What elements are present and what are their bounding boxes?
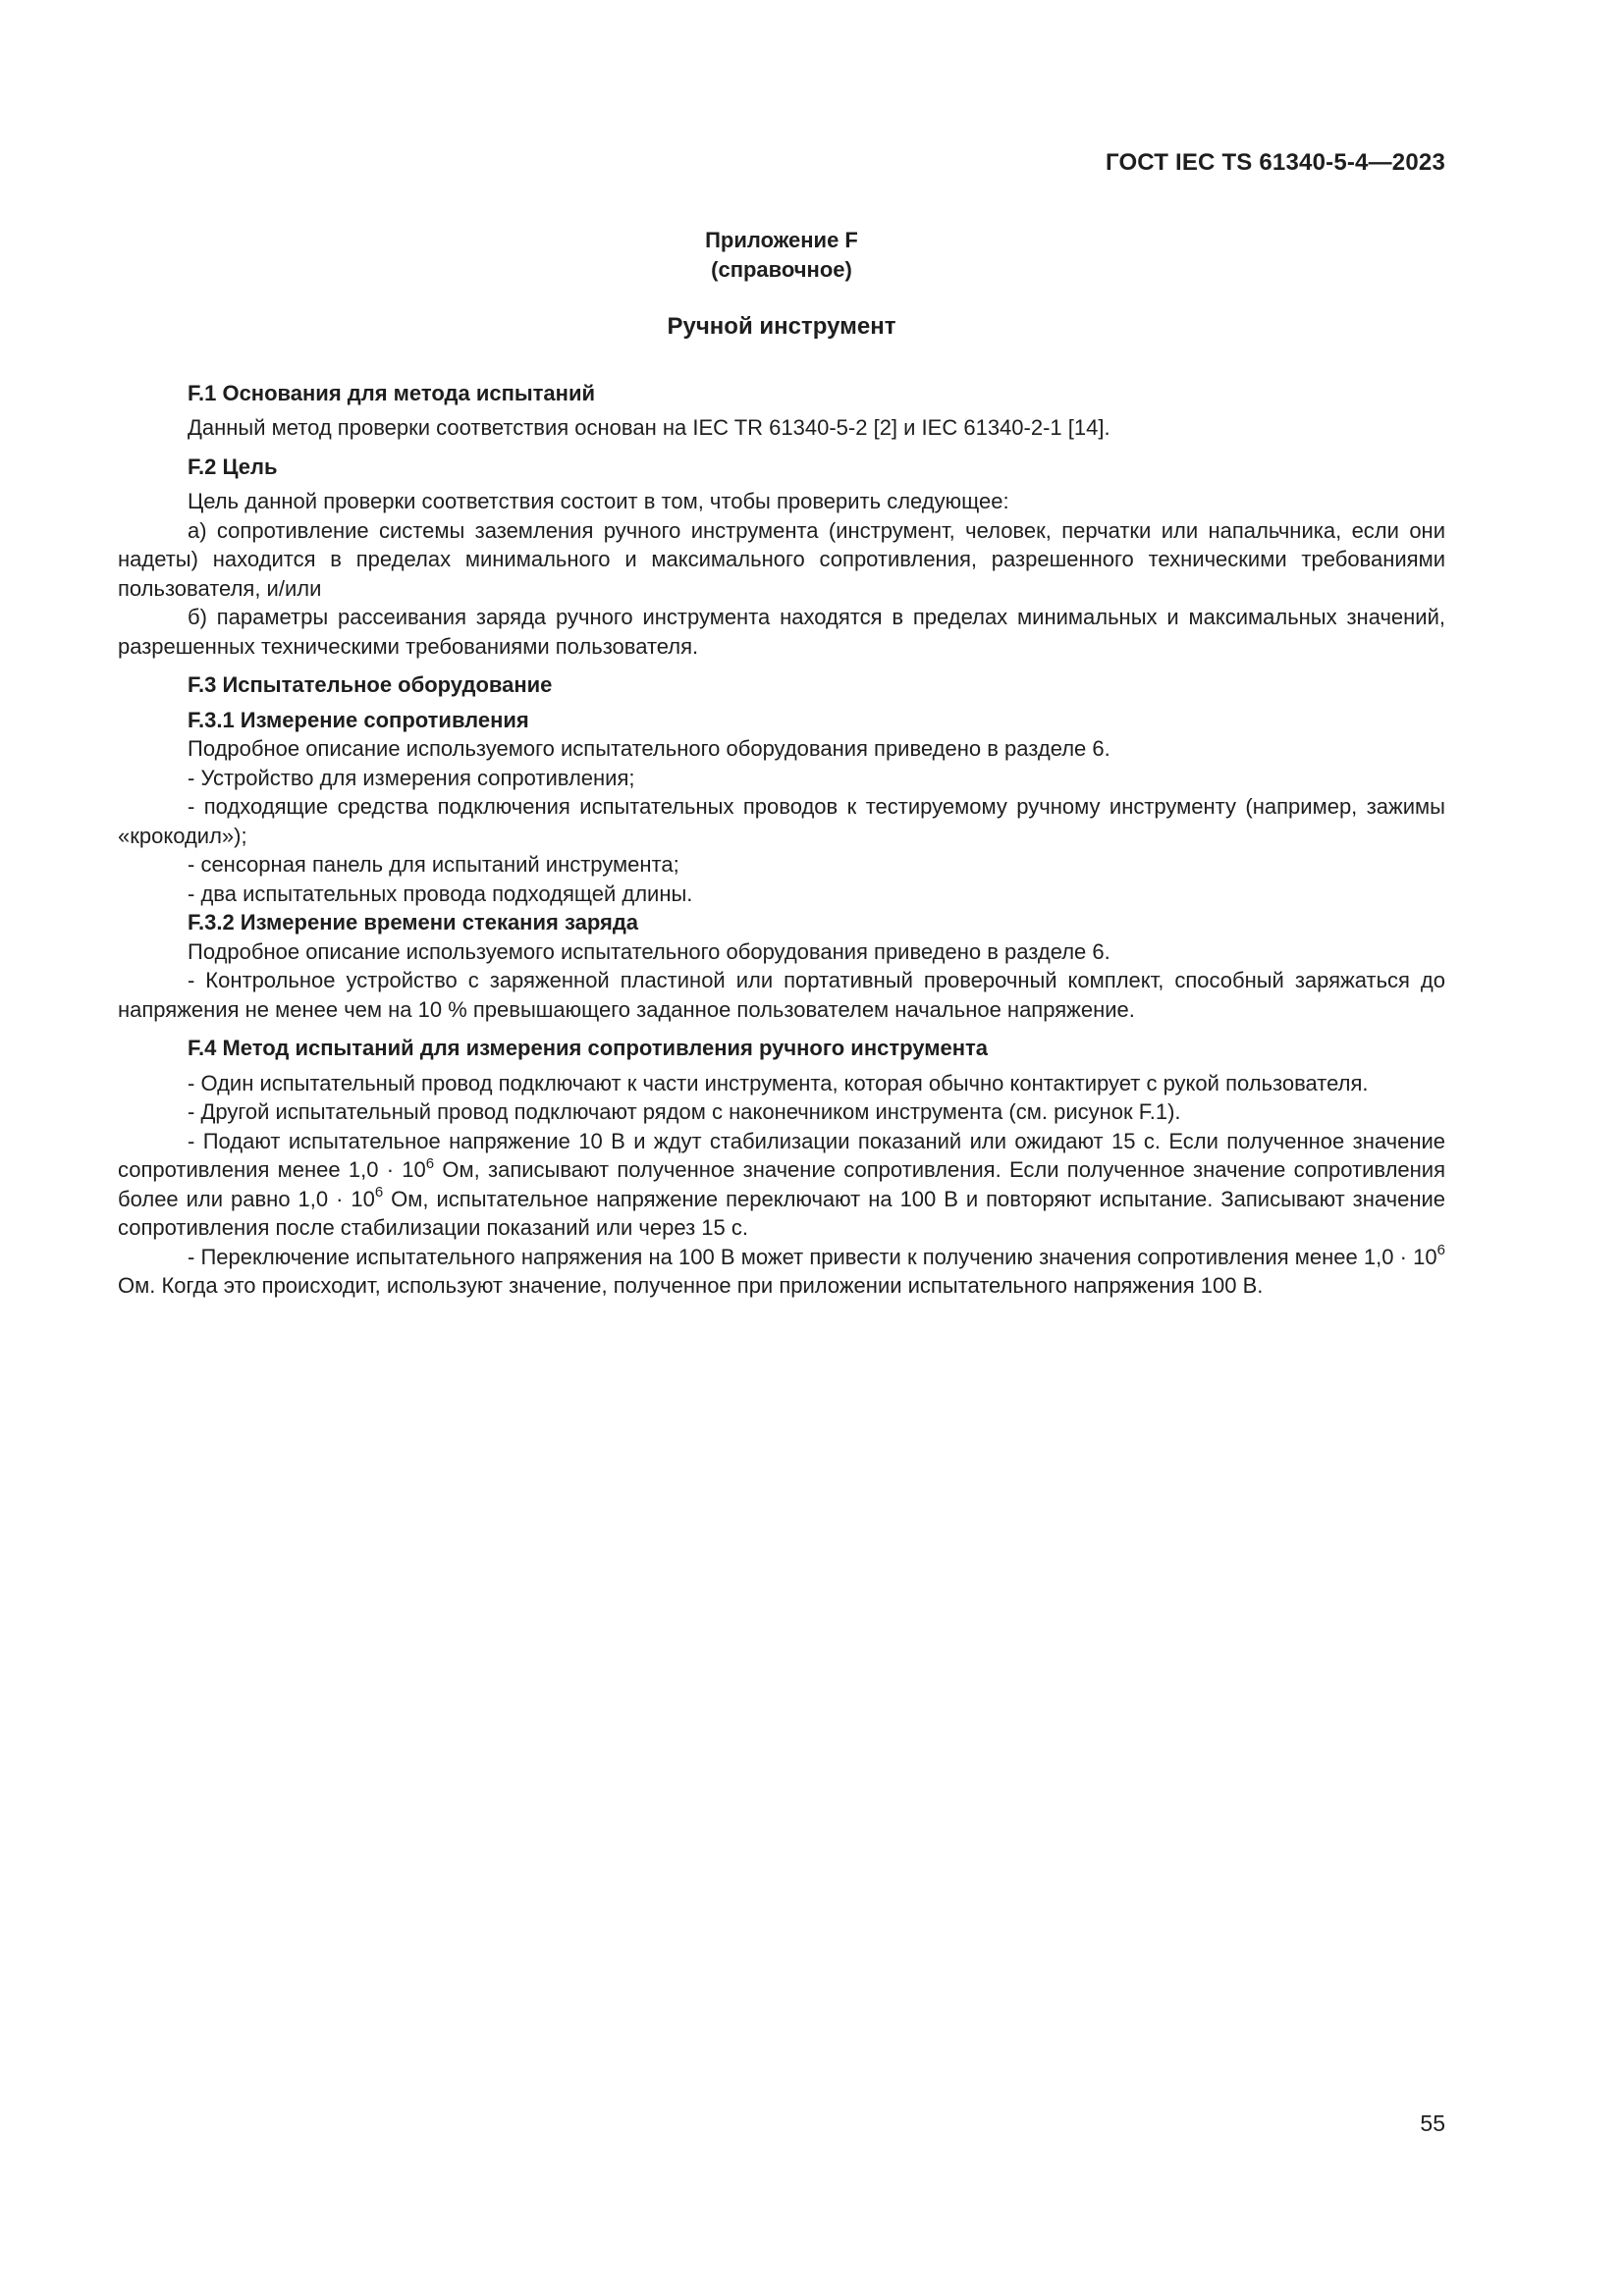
section-heading-f3: F.3 Испытательное оборудование bbox=[188, 672, 553, 697]
section-heading-f4: F.4 Метод испытаний для измерения сопротивления ручного инструмента bbox=[188, 1036, 989, 1060]
text-run: Ом, испытательное напряжение переключают на 100 В и повторяют испытание. Записывают значение сопротивления после стабилизации показаний или через 15 с. bbox=[118, 1186, 1445, 1240]
list-item: - Контрольное устройство с заряженной пластиной или портативный проверочный комплект, способный заряжаться до напряжения не менее чем на 10 % превышающего заданное пользователем начальное напряжение. bbox=[118, 968, 1445, 1022]
paragraph: Цель данной проверки соответствия состоит в том, чтобы проверить следующее: bbox=[188, 489, 1009, 513]
list-item bbox=[118, 1243, 1445, 1301]
subsection-heading-f32: F.3.2 Измерение времени стекания заряда bbox=[188, 910, 639, 934]
list-item: - сенсорная панель для испытаний инструмента; bbox=[188, 852, 679, 877]
text-run: - Подают испытательное напряжение 10 В и ждут стабилизации показаний или ожидают 15 с. Если полученное значение сопротивления менее 1,0 · 10 bbox=[118, 1128, 1445, 1182]
list-item: - Один испытательный провод подключают к части инструмента, которая обычно контактирует с рукой пользователя. bbox=[188, 1070, 1369, 1095]
paragraph: Подробное описание используемого испытательного оборудования приведено в разделе 6. bbox=[188, 938, 1110, 964]
annex-type: (справочное) bbox=[711, 257, 852, 282]
list-item: - Устройство для измерения сопротивления; bbox=[188, 765, 635, 790]
list-item: - два испытательных провода подходящей длины. bbox=[188, 881, 693, 906]
paragraph: Данный метод проверки соответствия основан на IEC TR 61340-5-2 [2] и IEC 61340-2-1 [14]. bbox=[188, 415, 1110, 440]
section-heading-f1: F.1 Основания для метода испытаний bbox=[188, 380, 596, 405]
superscript: 6 bbox=[374, 1184, 384, 1201]
text-run: Ом, записывают полученное значение сопротивления. Если полученное значение сопротивления более или равно 1,0 · 10 bbox=[118, 1157, 1445, 1211]
section-heading-f2: F.2 Цель bbox=[188, 454, 278, 479]
superscript: 6 bbox=[1436, 1242, 1445, 1259]
annex-name: Ручной инструмент bbox=[667, 313, 896, 340]
subsection-heading-f31: F.3.1 Измерение сопротивления bbox=[188, 707, 529, 732]
list-item: - Другой испытательный провод подключают рядом с наконечником инструмента (см. рисунок F.1). bbox=[188, 1099, 1181, 1124]
standard-number: ГОСТ IEC TS 61340-5-4—2023 bbox=[1105, 149, 1445, 176]
page-number: 55 bbox=[1420, 2110, 1445, 2136]
page-content bbox=[118, 226, 1445, 1301]
list-item bbox=[118, 1127, 1445, 1243]
annex-title: Приложение F bbox=[705, 228, 858, 252]
paragraph: Подробное описание используемого испытательного оборудования приведено в разделе 6. bbox=[188, 736, 1110, 761]
superscript: 6 bbox=[425, 1154, 435, 1172]
list-item: - подходящие средства подключения испытательных проводов к тестируемому ручному инструменту (например, зажимы «крокодил»); bbox=[118, 794, 1445, 848]
text-run: - Переключение испытательного напряжения на 100 В может привести к получению значения сопротивления менее 1,0 · 10 bbox=[188, 1244, 1437, 1269]
text-run: Ом. Когда это происходит, используют значение, полученное при приложении испытательного напряжения 100 В. bbox=[118, 1273, 1264, 1298]
list-item: а) сопротивление системы заземления ручного инструмента (инструмент, человек, перчатки или напальчника, если они надеты) находится в пределах минимального и максимального сопротивления, разрешенного техническими требованиями пользователя, и/или bbox=[118, 517, 1445, 601]
list-item: б) параметры рассеивания заряда ручного инструмента находятся в пределах минимальных и максимальных значений, разрешенных техническими требованиями пользователя. bbox=[118, 605, 1445, 659]
